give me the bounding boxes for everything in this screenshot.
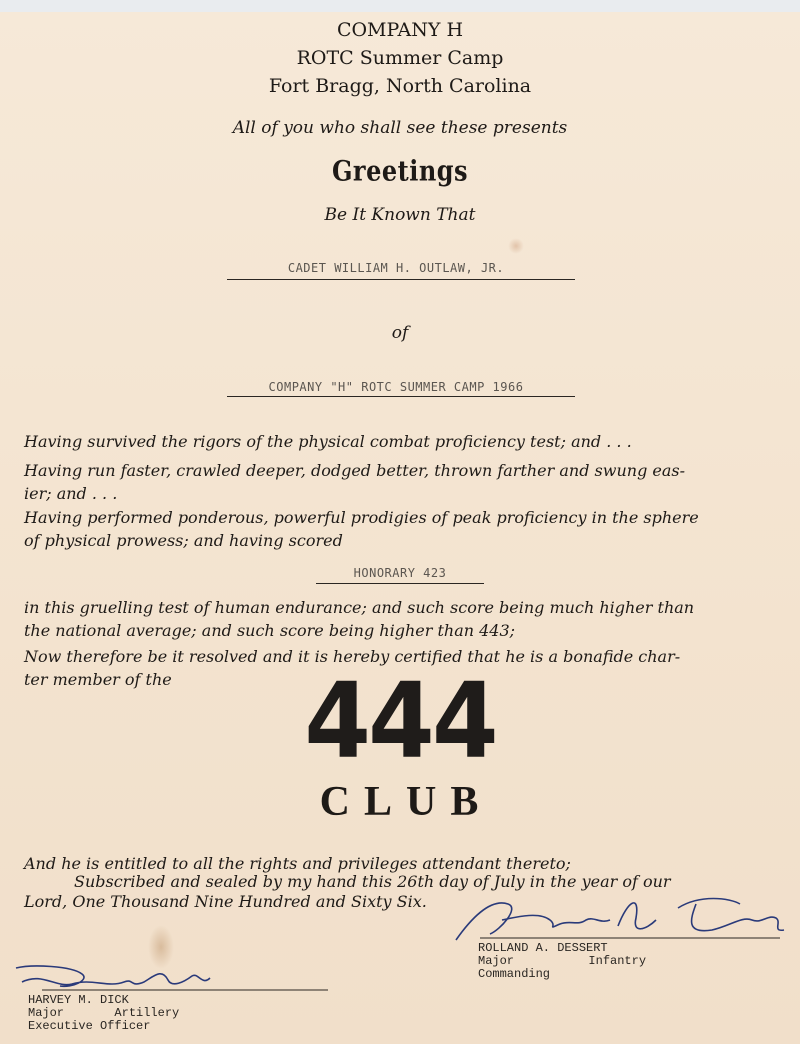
of-label: of [391, 323, 409, 343]
club-word: CLUB [319, 779, 493, 825]
commander-title: Commanding [478, 967, 551, 981]
recipient-name: CADET WILLIAM H. OUTLAW, JR. [287, 261, 505, 275]
club-number: 444 [304, 660, 496, 782]
commander-name: ROLLAND A. DESSERT [478, 941, 608, 955]
paper-stain-small [508, 238, 524, 254]
club-number-wrapper [0, 660, 800, 782]
closing-entitled: And he is entitled to all the rights and privileges attendant thereto; [24, 854, 571, 873]
score-rule [316, 583, 484, 584]
exec-officer-block [28, 994, 179, 1033]
closing-subscribed: Subscribed and sealed by my hand this 26th day of July in the year of our [74, 872, 671, 891]
paragraph-resolved-1: Now therefore be it resolved and it is hereby certified that he is a bonafide char- [24, 647, 681, 666]
paragraph-resolved-2: ter member of the [24, 670, 172, 689]
paragraph-performed-1: Having performed ponderous, powerful prodigies of peak proficiency in the sphere [24, 508, 699, 527]
exec-officer-signature [12, 958, 332, 998]
scan-edge [0, 0, 800, 12]
exec-officer-title: Executive Officer [28, 1019, 151, 1033]
paragraph-survived: Having survived the rigors of the physical combat proficiency test; and . . . [24, 432, 632, 451]
paragraph-gruelling-2: the national average; and such score being higher than 443; [24, 621, 516, 640]
header-location: Fort Bragg, North Carolina [268, 75, 532, 97]
closing-year: Lord, One Thousand Nine Hundred and Sixty Six. [24, 892, 427, 911]
header-camp: ROTC Summer Camp [296, 47, 504, 69]
paragraph-performed-2: of physical prowess; and having scored [24, 531, 343, 550]
recipient-rule [227, 279, 575, 280]
unit-rule [227, 396, 575, 397]
greeting: Greetings [331, 153, 469, 188]
paragraph-run-1: Having run faster, crawled deeper, dodged better, thrown farther and swung eas- [24, 461, 686, 480]
commander-rank: Major [478, 954, 515, 968]
be-it-known: Be It Known That [324, 205, 476, 225]
exec-officer-rank: Major [28, 1006, 65, 1020]
header-company: COMPANY H [336, 19, 464, 41]
paragraph-gruelling-1: in this gruelling test of human endurance; and such score being much higher than [24, 598, 695, 617]
commander-block [478, 942, 646, 981]
commander-signature [450, 890, 790, 946]
exec-officer-branch: Artillery [114, 1006, 180, 1020]
paragraph-run-2: ier; and . . . [24, 484, 118, 503]
greeting-wrapper [0, 153, 800, 188]
salutation: All of you who shall see these presents [232, 118, 568, 138]
commander-branch: Infantry [588, 954, 647, 968]
unit-name: COMPANY "H" ROTC SUMMER CAMP 1966 [268, 380, 524, 394]
score-value: HONORARY 423 [353, 566, 447, 580]
exec-officer-name: HARVEY M. DICK [28, 993, 129, 1007]
